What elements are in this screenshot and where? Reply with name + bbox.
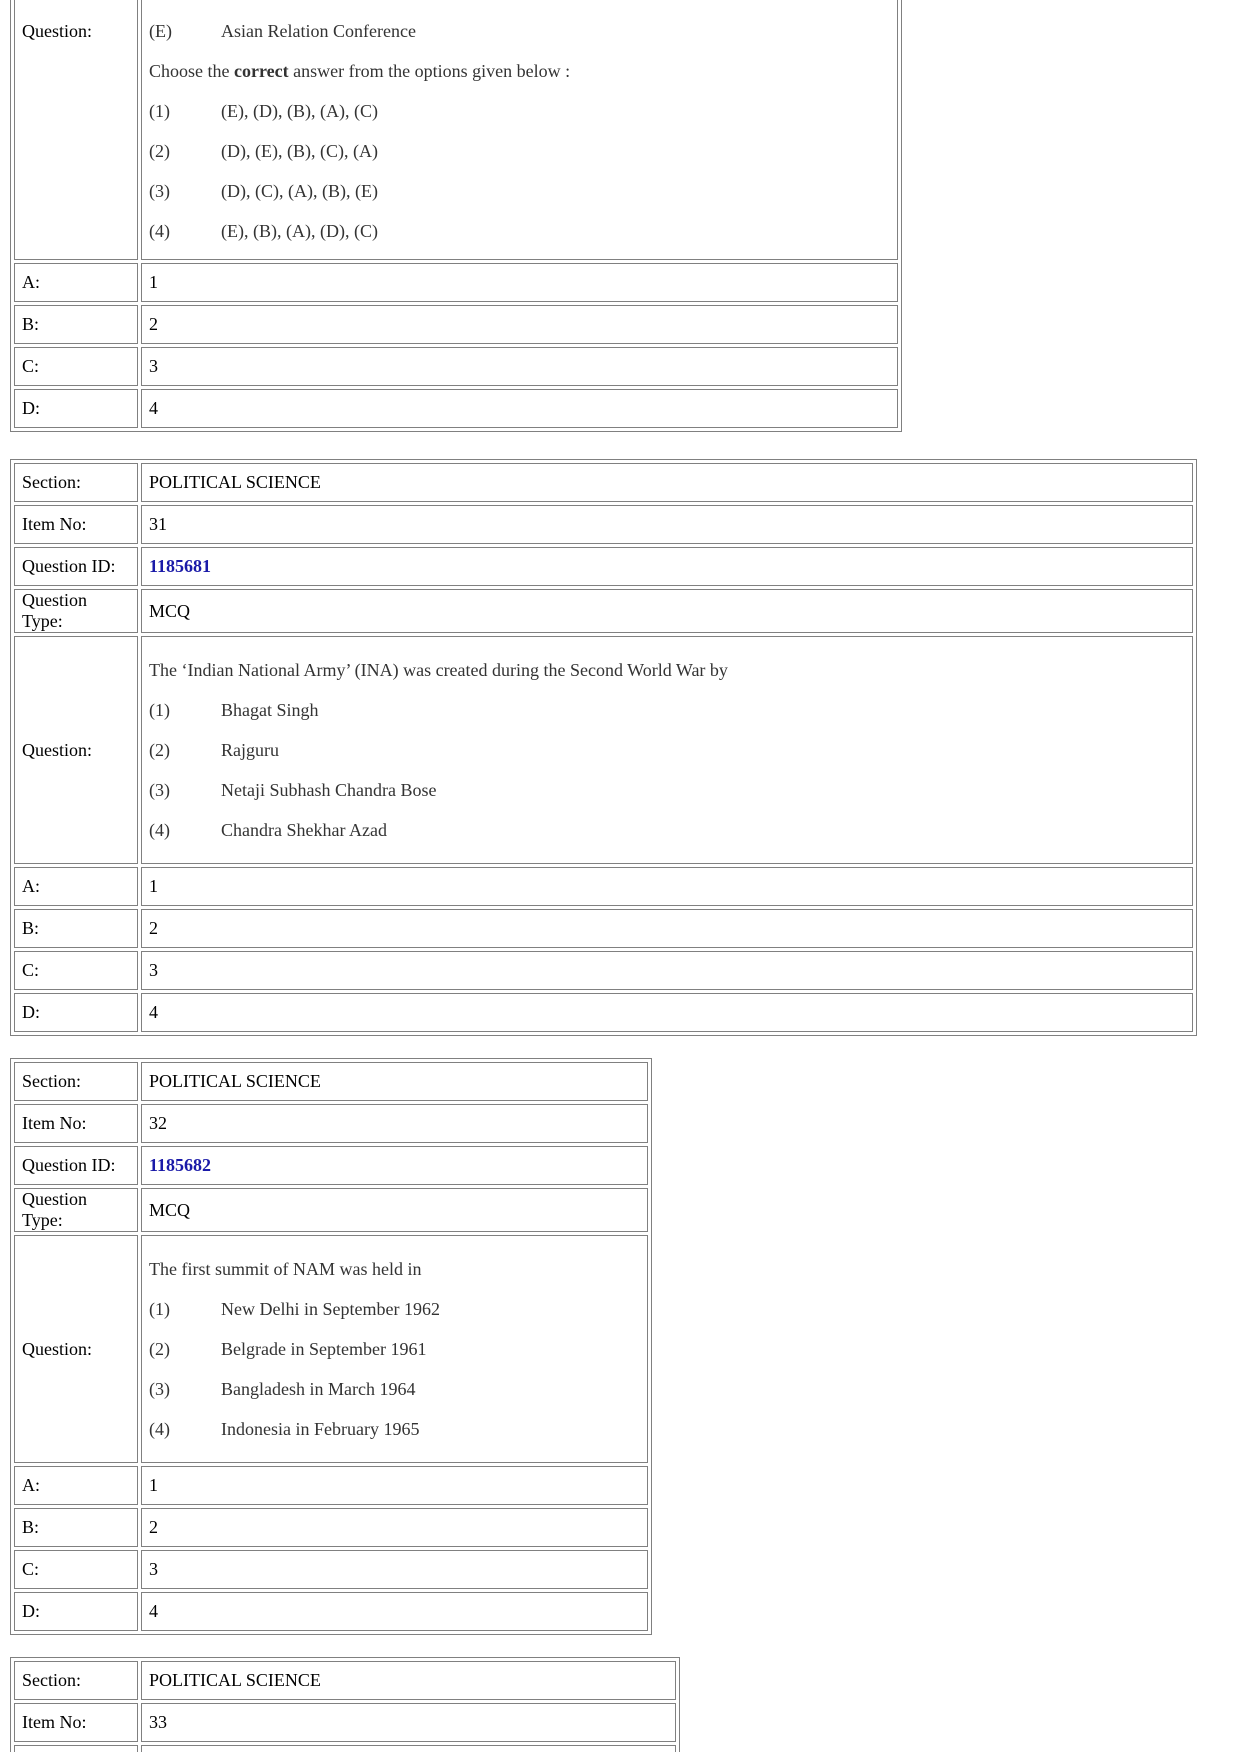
answer-value: 2: [141, 1508, 648, 1547]
option-text: (D), (C), (A), (B), (E): [221, 181, 378, 201]
option-text: Netaji Subhash Chandra Bose: [221, 780, 437, 800]
question-type-value: MCQ: [141, 1188, 648, 1232]
option-text: Bangladesh in March 1964: [221, 1379, 416, 1399]
option-2: [149, 1329, 640, 1369]
option-number: (2): [149, 740, 170, 760]
item-no-value: 33: [141, 1703, 676, 1742]
answer-label: A:: [14, 263, 138, 302]
answer-label: B:: [14, 1508, 138, 1547]
option-number: (2): [149, 141, 170, 161]
option-3: [149, 770, 1185, 810]
section-value: POLITICAL SCIENCE: [141, 1062, 648, 1101]
question-id-label: Question ID:: [14, 1146, 138, 1185]
answer-value: 4: [141, 993, 1193, 1032]
answer-value: 3: [141, 951, 1193, 990]
section-label: Section:: [14, 1661, 138, 1700]
option-4: [149, 211, 890, 251]
option-3: [149, 1369, 640, 1409]
instruction-bold: correct: [234, 61, 289, 81]
question-block-33: [10, 1657, 680, 1752]
option-number: (3): [149, 181, 170, 201]
section-label: Section:: [14, 1062, 138, 1101]
option-text: Bhagat Singh: [221, 700, 319, 720]
question-body: [141, 0, 898, 260]
item-no-label: Item No:: [14, 1703, 138, 1742]
option-number: (1): [149, 101, 170, 121]
answer-value: 1: [141, 1466, 648, 1505]
option-number: (4): [149, 820, 170, 840]
option-3: [149, 171, 890, 211]
answer-label: A:: [14, 867, 138, 906]
question-label: Question:: [14, 636, 138, 864]
option-number: (4): [149, 1419, 170, 1439]
instruction-text: [149, 51, 890, 91]
option-text: (E), (B), (A), (D), (C): [221, 221, 378, 241]
item-no-value: 31: [141, 505, 1193, 544]
item-no-value: 32: [141, 1104, 648, 1143]
option-number: (1): [149, 1299, 170, 1319]
question-label: Question:: [14, 1235, 138, 1463]
instruction-post: answer from the options given below :: [288, 61, 571, 81]
question-label: Question:: [14, 0, 138, 260]
answer-value: 4: [141, 389, 898, 428]
question-block-30: [10, 0, 902, 432]
option-number: (4): [149, 221, 170, 241]
option-text: Indonesia in February 1965: [221, 1419, 420, 1439]
option-1: [149, 690, 1185, 730]
answer-label: C:: [14, 1550, 138, 1589]
option-number: (1): [149, 700, 170, 720]
option-2: [149, 730, 1185, 770]
question-id-value: 1185682: [141, 1146, 648, 1185]
list-item-e: [149, 11, 890, 51]
question-id-value: 1185681: [141, 547, 1193, 586]
question-type-value: MCQ: [141, 589, 1193, 633]
question-id-label: Question ID:: [14, 547, 138, 586]
option-text: (E), (D), (B), (A), (C): [221, 101, 378, 121]
answer-value: 1: [141, 867, 1193, 906]
answer-label: C:: [14, 347, 138, 386]
question-body: [141, 1235, 648, 1463]
option-number: (2): [149, 1339, 170, 1359]
question-block-31: [10, 459, 1197, 1036]
question-body: [141, 636, 1193, 864]
list-item-num: (E): [149, 21, 172, 41]
item-no-label: Item No:: [14, 1104, 138, 1143]
option-text: Chandra Shekhar Azad: [221, 820, 387, 840]
option-text: New Delhi in September 1962: [221, 1299, 440, 1319]
question-block-32: [10, 1058, 652, 1635]
question-text: The ‘Indian National Army’ (INA) was created during the Second World War by: [149, 660, 728, 680]
page-bottom-crop: [0, 1657, 700, 1752]
answer-label: B:: [14, 305, 138, 344]
option-2: [149, 131, 890, 171]
option-1: [149, 1289, 640, 1329]
option-number: (3): [149, 1379, 170, 1399]
option-number: (3): [149, 780, 170, 800]
question-type-label: Question Type:: [14, 1188, 138, 1232]
answer-value: 3: [141, 1550, 648, 1589]
section-value: POLITICAL SCIENCE: [141, 463, 1193, 502]
answer-value: 4: [141, 1592, 648, 1631]
item-no-label: Item No:: [14, 505, 138, 544]
answer-label: C:: [14, 951, 138, 990]
question-id-value: [141, 1745, 676, 1752]
option-4: [149, 1409, 640, 1449]
question-type-label: Question Type:: [14, 589, 138, 633]
answer-label: D:: [14, 993, 138, 1032]
option-text: (D), (E), (B), (C), (A): [221, 141, 378, 161]
list-item-text: Asian Relation Conference: [221, 21, 416, 41]
question-id-label: [14, 1745, 138, 1752]
section-value: POLITICAL SCIENCE: [141, 1661, 676, 1700]
answer-value: 2: [141, 909, 1193, 948]
option-4: [149, 810, 1185, 850]
option-1: [149, 91, 890, 131]
question-text: The first summit of NAM was held in: [149, 1259, 422, 1279]
instruction-pre: Choose the: [149, 61, 234, 81]
answer-label: D:: [14, 1592, 138, 1631]
answer-label: A:: [14, 1466, 138, 1505]
answer-value: 1: [141, 263, 898, 302]
answer-value: 2: [141, 305, 898, 344]
answer-label: D:: [14, 389, 138, 428]
option-text: Belgrade in September 1961: [221, 1339, 427, 1359]
option-text: Rajguru: [221, 740, 279, 760]
section-label: Section:: [14, 463, 138, 502]
answer-value: 3: [141, 347, 898, 386]
answer-label: B:: [14, 909, 138, 948]
